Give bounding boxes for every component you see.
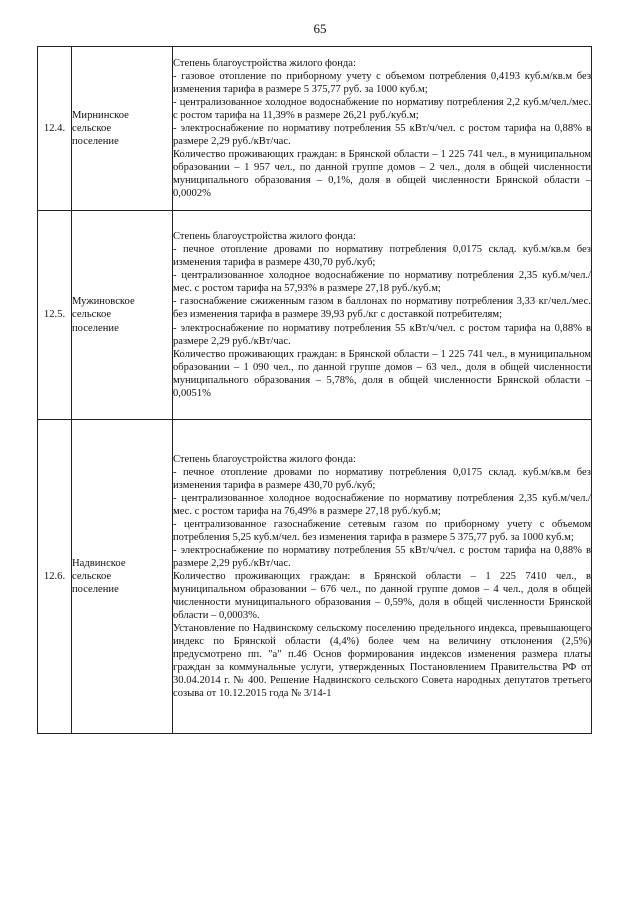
description-line: Количество проживающих граждан: в Брянской области – 1 225 741 чел., в муниципальном образовании – 1 090 чел., по данной группе домов – 63 чел., доля в общей численности муниципального образования – 5,78%, доля в общей численности Брянской области – 0,0051% xyxy=(173,348,591,399)
settlement-name-line: поселение xyxy=(72,584,119,596)
description-line: - централизованное холодное водоснабжение по нормативу потребления 2,35 куб.м/чел./мес. с ростом тарифа на 76,49% в размере 27,18 руб./куб.м; xyxy=(173,492,591,517)
description-line: - централизованное холодное водоснабжение по нормативу потребления 2,35 куб.м/чел./мес. с ростом тарифа на 57,93% в размере 27,18 руб./куб.м; xyxy=(173,270,591,295)
settlement-name-line: Мирнинское xyxy=(72,109,129,121)
description-line: - электроснабжение по нормативу потребления 55 кВт/ч/чел. с ростом тарифа на 0,88% в размере 2,29 руб./кВт/час. xyxy=(173,322,591,347)
settlement-name-line: сельское xyxy=(72,122,112,134)
settlement-name-line: Надвинское xyxy=(72,557,126,569)
description-line: Степень благоустройства жилого фонда: xyxy=(173,231,356,243)
description-line: - централизованное газоснабжение сетевым газом по приборному учету с объемом потребления 5,25 куб.м/чел. без изменения тарифа в размере 5 375,77 руб. за 1000 куб.м; xyxy=(173,518,591,543)
settlement-name xyxy=(72,47,173,211)
row-number: 12.5. xyxy=(38,211,72,420)
description-line: Степень благоустройства жилого фонда: xyxy=(173,453,356,465)
description-line: Количество проживающих граждан: в Брянской области – 1 225 7410 чел., в муниципальном образовании – 676 чел., по данной группе домов – 4 чел., доля в общей численности муниципального образования – 0,59%, доля в общей численности Брянской области – 0,0003%. xyxy=(173,570,591,622)
settlement-name xyxy=(72,211,173,420)
description-line: - электроснабжение по нормативу потребления 55 кВт/ч/чел. с ростом тарифа на 0,88% в размере 2,29 руб./кВт/час. xyxy=(173,122,591,148)
row-description xyxy=(173,47,592,211)
settlement-name-line: поселение xyxy=(72,136,119,148)
table-row xyxy=(38,420,592,734)
tariff-table xyxy=(37,46,592,734)
description-line: - газоснабжение сжиженным газом в баллонах по нормативу потребления 3,33 кг/чел./мес. без изменения тарифа в размере 39,93 руб./кг с доставкой потребителям; xyxy=(173,296,591,321)
description-line: Количество проживающих граждан: в Брянской области – 1 225 741 чел., в муниципальном образовании – 1 957 чел., по данной группе домов – 2 чел., доля в общей численности муниципального образования – 0,1%, доля в общей численности Брянской области – 0,0002% xyxy=(173,149,591,200)
row-description xyxy=(173,420,592,734)
description-line: Степень благоустройства жилого фонда: xyxy=(173,57,356,69)
settlement-name xyxy=(72,420,173,734)
page-number: 65 xyxy=(313,21,327,36)
settlement-name-line: Мужиновское xyxy=(72,296,135,308)
description-line: - централизованное холодное водоснабжение по нормативу потребления 2,2 куб.м/чел./мес. с ростом тарифа на 11,39% в размере 26,21 руб./куб.м; xyxy=(173,96,591,121)
table-row xyxy=(38,211,592,420)
description-line: Установление по Надвинскому сельскому поселению предельного индекса, превышающего индекс по Брянской области (4,4%) более чем на величину отклонения (2,5%) предусмотрено пп. "а" п.46 Основ формирования индексов изменения размера платы граждан за коммунальные услуги, утвержденных Постановлением Правительства РФ от 30.04.2014 г. № 400. Решение Надвинского сельского Совета народных депутатов третьего созыва от 10.12.2015 года № 3/14-1 xyxy=(173,623,591,700)
row-description xyxy=(173,211,592,420)
description-line: - печное отопление дровами по нормативу потребления 0,0175 склад. куб.м/кв.м без изменения тарифа в размере 430,70 руб./куб; xyxy=(173,466,591,491)
settlement-name-line: поселение xyxy=(72,322,119,334)
table-row xyxy=(38,47,592,211)
settlement-name-line: сельское xyxy=(72,570,112,582)
settlement-name-line: сельское xyxy=(72,309,112,321)
row-number: 12.6. xyxy=(38,420,72,734)
description-line: - газовое отопление по приборному учету с объемом потребления 0,4193 куб.м/кв.м без изменения тарифа в размере 5 375,77 руб. за 1000 куб.м; xyxy=(173,70,591,95)
row-number: 12.4. xyxy=(38,47,72,211)
description-line: - печное отопление дровами по нормативу потребления 0,0175 склад. куб.м/кв.м без изменения тарифа в размере 430,70 руб./куб; xyxy=(173,244,591,269)
description-line: - электроснабжение по нормативу потребления 55 кВт/ч/чел. с ростом тарифа на 0,88% в размере 2,29 руб./кВт/час. xyxy=(173,544,591,569)
